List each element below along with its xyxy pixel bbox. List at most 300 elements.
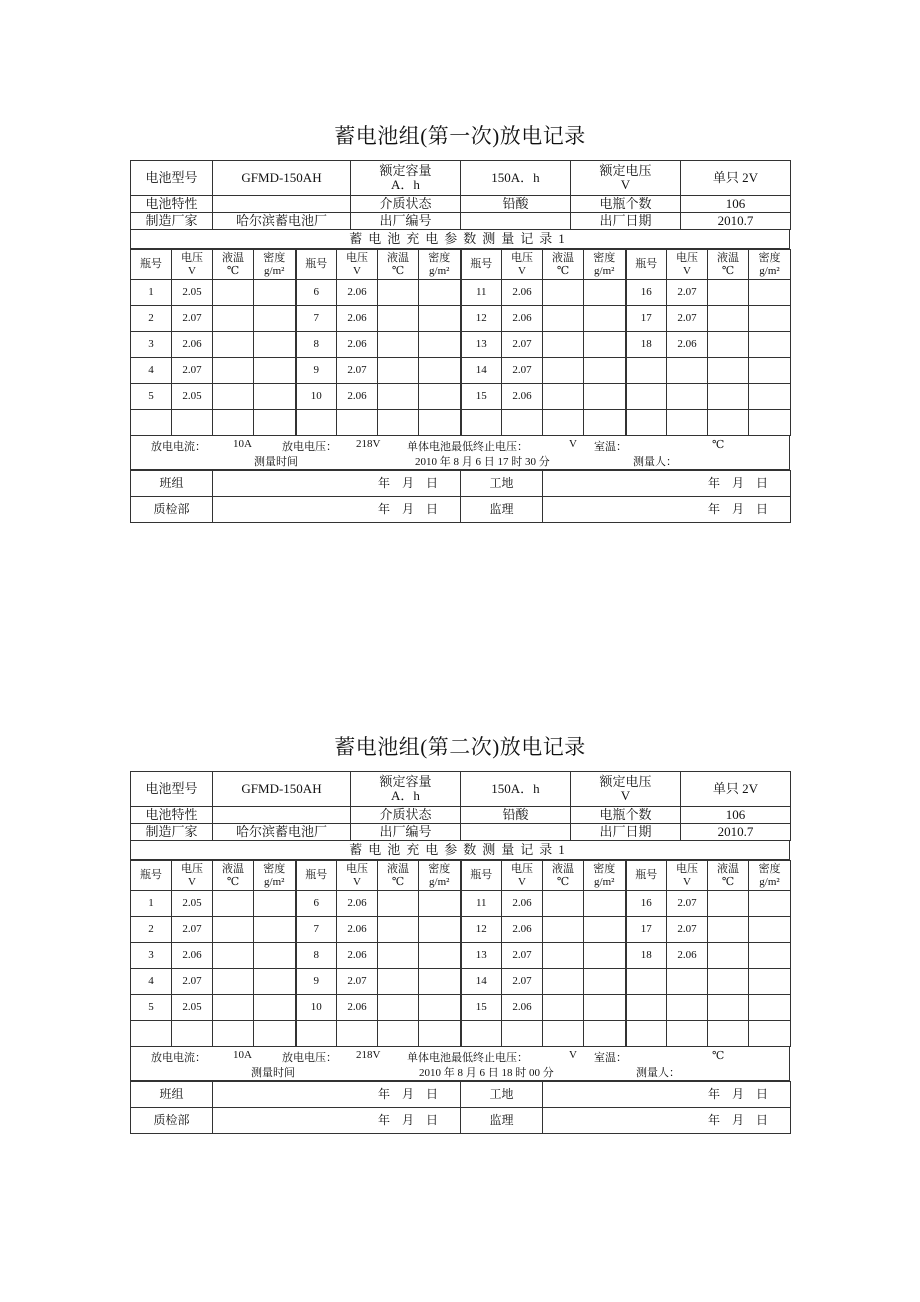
bottle-no-cell: 18 — [626, 332, 667, 358]
table-row — [131, 410, 791, 436]
site-date[interactable] — [543, 471, 791, 497]
temp-header — [213, 861, 254, 891]
temp-cell[interactable] — [378, 969, 419, 995]
voltage-cell: 2.07 — [667, 306, 708, 332]
team-date[interactable] — [213, 1082, 461, 1108]
count-label: 电瓶个数 — [571, 807, 681, 824]
density-cell[interactable] — [419, 969, 461, 995]
temp-header — [543, 250, 584, 280]
capacity-label-cell — [351, 161, 461, 196]
table-row — [131, 280, 791, 306]
voltage-header — [337, 250, 378, 280]
table-row — [131, 306, 791, 332]
voltage-cell — [337, 410, 378, 436]
bottle-no-cell: 15 — [461, 995, 502, 1021]
temp-cell[interactable] — [543, 384, 584, 410]
temp-cell[interactable] — [213, 280, 254, 306]
density-header — [419, 250, 461, 280]
temp-cell[interactable] — [213, 332, 254, 358]
voltage-cell: 2.07 — [667, 280, 708, 306]
density-header-unit: g/m² — [429, 875, 450, 888]
density-cell[interactable] — [419, 943, 461, 969]
record-title: 蓄电池组(第一次)放电记录 — [334, 124, 586, 148]
temp-cell[interactable] — [708, 917, 749, 943]
voltage-cell — [667, 410, 708, 436]
density-cell[interactable] — [584, 358, 626, 384]
voltage-cell: 2.07 — [502, 332, 543, 358]
density-cell[interactable] — [749, 917, 791, 943]
temp-cell[interactable] — [213, 358, 254, 384]
temp-cell[interactable] — [543, 332, 584, 358]
temp-header-unit: ℃ — [391, 875, 405, 888]
density-cell[interactable] — [584, 410, 626, 436]
temp-cell[interactable] — [708, 306, 749, 332]
temp-cell[interactable] — [708, 358, 749, 384]
voltage-cell: 2.05 — [172, 384, 213, 410]
density-cell[interactable] — [254, 306, 296, 332]
capacity-unit: A．h — [391, 788, 420, 803]
density-cell[interactable] — [419, 384, 461, 410]
density-header-label: 密度 — [428, 862, 451, 875]
table-row — [131, 995, 791, 1021]
density-cell[interactable] — [749, 995, 791, 1021]
serial-value — [461, 824, 571, 841]
density-header — [749, 861, 791, 891]
temp-cell[interactable] — [708, 969, 749, 995]
density-cell[interactable] — [419, 306, 461, 332]
density-header-unit: g/m² — [594, 875, 615, 888]
voltage-cell: 2.06 — [172, 332, 213, 358]
bottle-no-cell: 16 — [626, 891, 667, 917]
voltage-cell — [172, 410, 213, 436]
voltage-cell: 2.06 — [667, 332, 708, 358]
temp-cell[interactable] — [543, 280, 584, 306]
voltage-cell: 2.06 — [502, 917, 543, 943]
signature-table — [130, 1081, 791, 1134]
month-label: 月 — [731, 476, 744, 490]
temp-cell[interactable] — [378, 943, 419, 969]
temp-cell[interactable] — [378, 995, 419, 1021]
temp-cell[interactable] — [378, 280, 419, 306]
density-cell[interactable] — [749, 280, 791, 306]
voltage-header — [337, 861, 378, 891]
temp-header-label: 液温 — [387, 251, 409, 264]
temp-header-label: 液温 — [552, 251, 574, 264]
density-cell[interactable] — [254, 384, 296, 410]
bottle-no-cell: 8 — [296, 332, 337, 358]
density-cell[interactable] — [749, 358, 791, 384]
month-label: 月 — [731, 1087, 744, 1101]
density-header-unit: g/m² — [759, 264, 780, 277]
voltage-header-label: 电压 — [346, 251, 368, 264]
qc-date[interactable] — [213, 497, 461, 523]
density-cell[interactable] — [749, 410, 791, 436]
density-cell[interactable] — [584, 1021, 626, 1047]
count-value: 106 — [681, 807, 791, 824]
count-label: 电瓶个数 — [571, 196, 681, 213]
temp-cell[interactable] — [378, 1021, 419, 1047]
temp-cell[interactable] — [213, 917, 254, 943]
temp-cell[interactable] — [213, 1021, 254, 1047]
density-header-unit: g/m² — [594, 264, 615, 277]
temp-cell[interactable] — [708, 891, 749, 917]
density-cell[interactable] — [419, 1021, 461, 1047]
voltage-cell — [502, 1021, 543, 1047]
bottle-no-cell: 10 — [296, 384, 337, 410]
day-label: 日 — [755, 1113, 768, 1127]
bottle-no-cell: 16 — [626, 280, 667, 306]
temp-cell[interactable] — [543, 1021, 584, 1047]
voltage-cell: 2.06 — [502, 306, 543, 332]
rated-voltage-label: 额定电压 — [599, 774, 652, 789]
density-cell[interactable] — [419, 358, 461, 384]
capacity-label: 额定容量 — [379, 163, 432, 178]
temp-cell[interactable] — [708, 280, 749, 306]
supervisor-label: 监理 — [461, 497, 543, 523]
voltage-cell: 2.06 — [502, 280, 543, 306]
temp-cell[interactable] — [543, 410, 584, 436]
temp-cell[interactable] — [213, 995, 254, 1021]
voltage-header-label: 电压 — [511, 862, 533, 875]
person-label: 测量人： — [636, 1067, 680, 1079]
team-label: 班组 — [131, 1082, 213, 1108]
time-value: 2010 年 8 月 6 日 17 时 30 分 — [415, 456, 550, 468]
density-cell[interactable] — [584, 384, 626, 410]
bottle-no-cell: 4 — [131, 358, 172, 384]
density-cell[interactable] — [749, 384, 791, 410]
day-label: 日 — [425, 1087, 438, 1101]
discharge-record-2 — [130, 729, 790, 1134]
temp-header-label: 液温 — [387, 862, 409, 875]
capacity-value: 150A．h — [461, 772, 571, 807]
day-label: 日 — [425, 476, 438, 490]
bottle-no-header — [131, 250, 172, 280]
temp-cell[interactable] — [543, 969, 584, 995]
serial-value — [461, 213, 571, 230]
temp-cell[interactable] — [378, 306, 419, 332]
voltage-cell: 2.06 — [337, 306, 378, 332]
site-date[interactable] — [543, 1082, 791, 1108]
year-label: 年 — [377, 502, 390, 516]
bottle-no-header-label: 瓶号 — [140, 869, 162, 881]
grid-header-row — [131, 250, 791, 280]
room-temp-label: 室温： — [594, 1052, 627, 1064]
rated-voltage-unit: V — [620, 788, 631, 803]
density-cell[interactable] — [584, 891, 626, 917]
temp-header-unit: ℃ — [721, 875, 735, 888]
density-cell[interactable] — [419, 891, 461, 917]
battery-info-table — [130, 771, 791, 841]
qc-date[interactable] — [213, 1108, 461, 1134]
bottle-no-header-label: 瓶号 — [305, 258, 328, 270]
model-label: 电池型号 — [131, 161, 213, 196]
bottle-no-cell: 5 — [131, 995, 172, 1021]
density-header-label: 密度 — [758, 251, 781, 264]
temp-cell[interactable] — [543, 891, 584, 917]
bottle-no-cell — [626, 358, 667, 384]
signature-table — [130, 470, 791, 523]
year-label: 年 — [377, 1087, 390, 1101]
density-header — [254, 861, 296, 891]
site-label: 工地 — [461, 471, 543, 497]
temp-cell[interactable] — [378, 384, 419, 410]
density-cell[interactable] — [584, 969, 626, 995]
density-cell[interactable] — [254, 943, 296, 969]
bottle-no-cell: 6 — [296, 280, 337, 306]
mfg-date-label: 出厂日期 — [571, 824, 681, 841]
current-label: 放电电流： — [151, 1052, 206, 1064]
bottle-no-cell: 17 — [626, 917, 667, 943]
mfg-date-value: 2010.7 — [681, 824, 791, 841]
density-header — [419, 861, 461, 891]
temp-cell[interactable] — [543, 943, 584, 969]
temp-cell[interactable] — [378, 358, 419, 384]
bottle-no-cell: 15 — [461, 384, 502, 410]
bottle-no-header-label: 瓶号 — [470, 869, 493, 881]
voltage-cell: 2.07 — [337, 358, 378, 384]
density-cell[interactable] — [254, 1021, 296, 1047]
voltage-header-unit: V — [188, 264, 196, 277]
measurement-grid — [130, 860, 791, 1047]
temp-cell[interactable] — [708, 332, 749, 358]
bottle-no-cell — [296, 410, 337, 436]
year-label: 年 — [377, 1113, 390, 1127]
temp-cell[interactable] — [708, 943, 749, 969]
supervisor-date[interactable] — [543, 1108, 791, 1134]
month-label: 月 — [731, 502, 744, 516]
voltage-cell — [667, 1021, 708, 1047]
temp-cell[interactable] — [708, 410, 749, 436]
voltage-cell — [667, 969, 708, 995]
voltage-cell: 2.07 — [502, 969, 543, 995]
voltage-cell: 2.07 — [502, 943, 543, 969]
density-header-label: 密度 — [593, 862, 616, 875]
voltage-header-unit: V — [518, 264, 526, 277]
voltage-cell: 2.05 — [172, 995, 213, 1021]
density-cell[interactable] — [419, 995, 461, 1021]
density-cell[interactable] — [749, 943, 791, 969]
table-row — [131, 358, 791, 384]
voltage-cell — [502, 410, 543, 436]
bottle-no-cell: 11 — [461, 891, 502, 917]
model-label: 电池型号 — [131, 772, 213, 807]
temp-cell[interactable] — [378, 332, 419, 358]
min-voltage-label: 单体电池最低终止电压： — [407, 1052, 528, 1064]
bottle-no-header-label: 瓶号 — [305, 869, 328, 881]
voltage-cell — [667, 384, 708, 410]
voltage-cell: 2.07 — [172, 969, 213, 995]
voltage-header — [172, 250, 213, 280]
density-cell[interactable] — [419, 410, 461, 436]
site-label: 工地 — [461, 1082, 543, 1108]
voltage-label: 放电电压： — [282, 1052, 337, 1064]
temp-header-unit: ℃ — [556, 264, 570, 277]
temp-cell[interactable] — [543, 306, 584, 332]
temp-header — [708, 250, 749, 280]
density-cell[interactable] — [254, 891, 296, 917]
bottle-no-header — [131, 861, 172, 891]
month-label: 月 — [401, 1087, 414, 1101]
density-cell[interactable] — [749, 891, 791, 917]
density-cell[interactable] — [254, 995, 296, 1021]
density-header-label: 密度 — [593, 251, 616, 264]
temp-cell[interactable] — [213, 969, 254, 995]
bottle-no-cell — [626, 410, 667, 436]
voltage-header-unit: V — [188, 875, 196, 888]
voltage-cell: 2.06 — [337, 280, 378, 306]
density-cell[interactable] — [254, 332, 296, 358]
density-cell[interactable] — [749, 1021, 791, 1047]
voltage-cell: 2.07 — [172, 306, 213, 332]
table-row — [131, 1021, 791, 1047]
table-row — [131, 384, 791, 410]
density-cell[interactable] — [584, 943, 626, 969]
density-cell[interactable] — [584, 995, 626, 1021]
voltage-cell: 2.05 — [172, 891, 213, 917]
mfg-date-label: 出厂日期 — [571, 213, 681, 230]
density-header — [749, 250, 791, 280]
min-voltage-label: 单体电池最低终止电压： — [407, 441, 528, 453]
bottle-no-cell: 13 — [461, 943, 502, 969]
temp-cell[interactable] — [378, 917, 419, 943]
bottle-no-header — [296, 250, 337, 280]
temp-cell[interactable] — [378, 891, 419, 917]
count-value: 106 — [681, 196, 791, 213]
density-cell[interactable] — [749, 969, 791, 995]
min-voltage-unit: V — [569, 438, 577, 450]
feature-value — [213, 196, 351, 213]
bottle-no-header — [461, 250, 502, 280]
capacity-label-cell — [351, 772, 461, 807]
voltage-cell: 2.06 — [502, 384, 543, 410]
bottle-no-cell: 3 — [131, 332, 172, 358]
rated-voltage-value: 单只 2V — [681, 772, 791, 807]
bottle-no-cell: 12 — [461, 917, 502, 943]
density-cell[interactable] — [584, 332, 626, 358]
temp-cell[interactable] — [213, 306, 254, 332]
temp-cell[interactable] — [543, 358, 584, 384]
capacity-label: 额定容量 — [379, 774, 432, 789]
bottle-no-cell: 13 — [461, 332, 502, 358]
bottle-no-cell: 9 — [296, 969, 337, 995]
bottle-no-cell: 18 — [626, 943, 667, 969]
density-cell[interactable] — [419, 917, 461, 943]
voltage-cell: 2.07 — [172, 358, 213, 384]
bottle-no-cell — [296, 1021, 337, 1047]
bottle-no-cell: 14 — [461, 358, 502, 384]
voltage-header-label: 电压 — [181, 251, 203, 264]
bottle-no-cell: 6 — [296, 891, 337, 917]
bottle-no-header-label: 瓶号 — [635, 869, 658, 881]
density-cell[interactable] — [254, 917, 296, 943]
rated-voltage-label-cell — [571, 772, 681, 807]
table-row — [131, 891, 791, 917]
year-label: 年 — [377, 476, 390, 490]
density-cell[interactable] — [584, 917, 626, 943]
density-cell[interactable] — [749, 306, 791, 332]
temp-cell[interactable] — [378, 410, 419, 436]
bottle-no-cell: 2 — [131, 306, 172, 332]
discharge-footer — [130, 436, 790, 470]
bottle-no-header-label: 瓶号 — [635, 258, 658, 270]
grid-header-row — [131, 861, 791, 891]
capacity-value: 150A．h — [461, 161, 571, 196]
rated-voltage-label: 额定电压 — [599, 163, 652, 178]
voltage-cell: 2.06 — [337, 995, 378, 1021]
measurement-grid — [130, 249, 791, 436]
density-cell[interactable] — [584, 306, 626, 332]
day-label: 日 — [755, 476, 768, 490]
bottle-no-cell: 17 — [626, 306, 667, 332]
density-cell[interactable] — [254, 410, 296, 436]
bottle-no-header — [626, 250, 667, 280]
density-header-label: 密度 — [428, 251, 451, 264]
voltage-cell: 2.06 — [337, 891, 378, 917]
discharge-record-1 — [130, 118, 790, 523]
voltage-header-unit: V — [683, 875, 691, 888]
bottle-no-cell: 10 — [296, 995, 337, 1021]
month-label: 月 — [401, 1113, 414, 1127]
voltage-cell: 2.07 — [337, 969, 378, 995]
temp-cell[interactable] — [543, 917, 584, 943]
day-label: 日 — [425, 1113, 438, 1127]
voltage-header — [502, 861, 543, 891]
temp-header-label: 液温 — [717, 251, 739, 264]
temp-cell[interactable] — [213, 943, 254, 969]
density-cell[interactable] — [254, 280, 296, 306]
density-cell[interactable] — [419, 280, 461, 306]
voltage-cell — [667, 995, 708, 1021]
current-value: 10A — [233, 438, 252, 450]
temp-header-label: 液温 — [717, 862, 739, 875]
density-header — [254, 250, 296, 280]
room-temp-label: 室温： — [594, 441, 627, 453]
density-cell[interactable] — [584, 280, 626, 306]
year-label: 年 — [707, 476, 720, 490]
bottle-no-cell: 5 — [131, 384, 172, 410]
temp-cell[interactable] — [213, 410, 254, 436]
bottle-no-cell: 12 — [461, 306, 502, 332]
temp-cell[interactable] — [213, 384, 254, 410]
density-cell[interactable] — [254, 969, 296, 995]
supervisor-date[interactable] — [543, 497, 791, 523]
bottle-no-header — [296, 861, 337, 891]
bottle-no-cell — [131, 410, 172, 436]
temp-header-label: 液温 — [552, 862, 574, 875]
density-cell[interactable] — [254, 358, 296, 384]
serial-label: 出厂编号 — [351, 824, 461, 841]
bottle-no-cell: 14 — [461, 969, 502, 995]
bottle-no-header-label: 瓶号 — [470, 258, 493, 270]
temp-cell[interactable] — [708, 995, 749, 1021]
voltage-header — [667, 250, 708, 280]
serial-label: 出厂编号 — [351, 213, 461, 230]
density-header-unit: g/m² — [759, 875, 780, 888]
temp-cell[interactable] — [543, 995, 584, 1021]
voltage-cell: 2.06 — [337, 943, 378, 969]
voltage-cell: 2.06 — [337, 917, 378, 943]
temp-cell[interactable] — [213, 891, 254, 917]
temp-cell[interactable] — [708, 1021, 749, 1047]
temp-cell[interactable] — [708, 384, 749, 410]
feature-label: 电池特性 — [131, 196, 213, 213]
density-cell[interactable] — [419, 332, 461, 358]
voltage-header — [172, 861, 213, 891]
density-cell[interactable] — [749, 332, 791, 358]
team-date[interactable] — [213, 471, 461, 497]
voltage-cell: 2.06 — [337, 332, 378, 358]
bottle-no-cell: 7 — [296, 306, 337, 332]
